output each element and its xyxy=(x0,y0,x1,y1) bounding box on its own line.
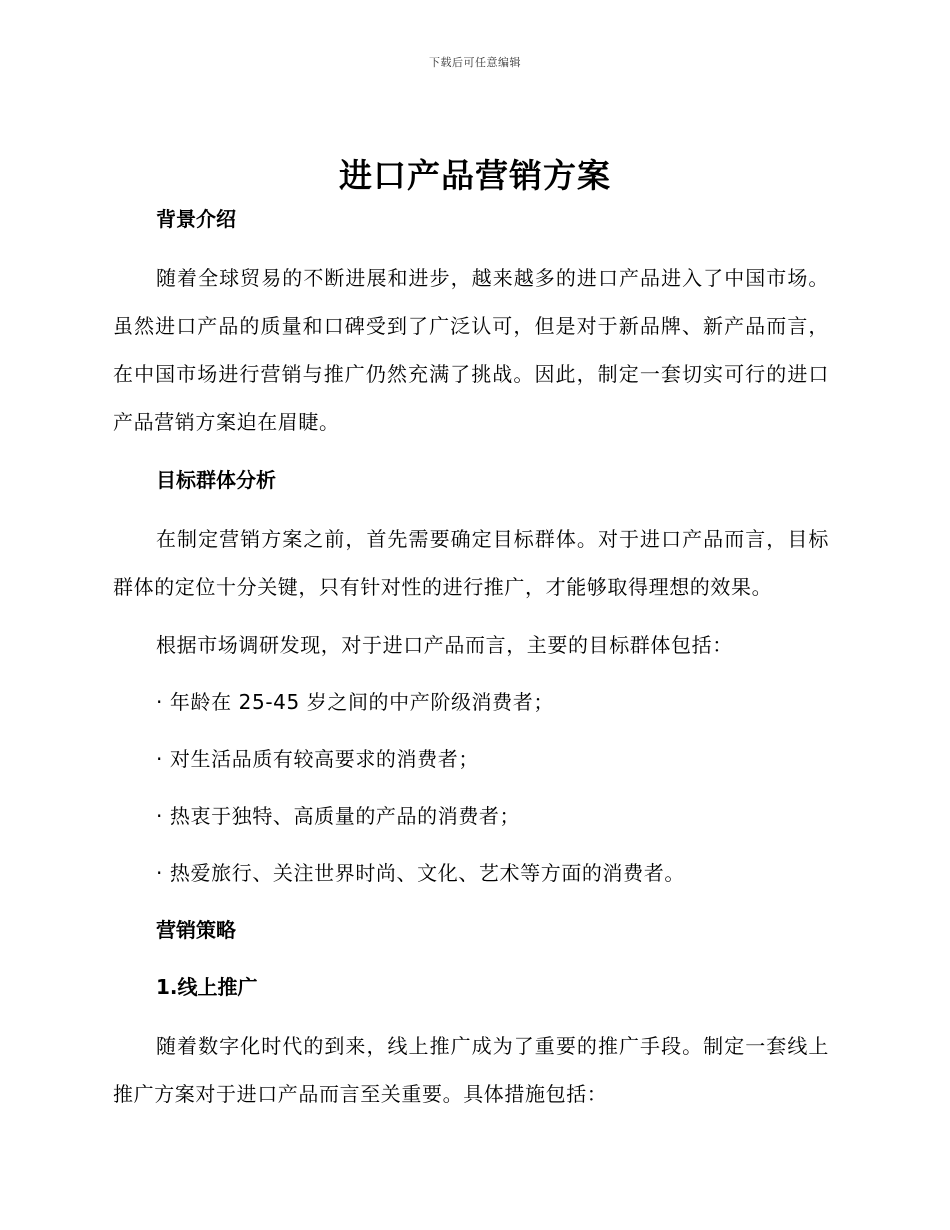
section-heading-strategy: 营销策略 xyxy=(156,918,236,942)
online-paragraph: 随着数字化时代的到来，线上推广成为了重要的推广手段。制定一套线上推广方案对于进口产品而言至关重要。具体措施包括： xyxy=(113,1034,829,1106)
research-paragraph: 根据市场调研发现，对于进口产品而言，主要的目标群体包括： xyxy=(156,633,733,657)
page-header-note: 下载后可任意编辑 xyxy=(429,56,521,69)
target-paragraph: 在制定营销方案之前，首先需要确定目标群体。对于进口产品而言，目标群体的定位十分关键，只有针对性的进行推广，才能够取得理想的效果。 xyxy=(113,527,829,599)
bullet-item: · 对生活品质有较高要求的消费者； xyxy=(156,747,479,771)
bullet-item: · 热爱旅行、关注世界时尚、文化、艺术等方面的消费者。 xyxy=(156,861,685,885)
section-heading-background: 背景介绍 xyxy=(156,207,236,231)
bullet-item: · 热衷于独特、高质量的产品的消费者； xyxy=(156,804,521,828)
section-heading-target: 目标群体分析 xyxy=(156,468,276,492)
subsection-heading-online: 1.线上推广 xyxy=(156,975,258,999)
background-paragraph: 随着全球贸易的不断进展和进步，越来越多的进口产品进入了中国市场。虽然进口产品的质量和口碑受到了广泛认可，但是对于新品牌、新产品而言，在中国市场进行营销与推广仍然充满了挑战。因此，制定一套切实可行的进口产品营销方案迫在眉睫。 xyxy=(113,266,829,434)
bullet-item: · 年龄在 25-45 岁之间的中产阶级消费者； xyxy=(156,690,554,714)
document-title: 进口产品营销方案 xyxy=(339,156,611,195)
document-body xyxy=(113,205,829,1118)
